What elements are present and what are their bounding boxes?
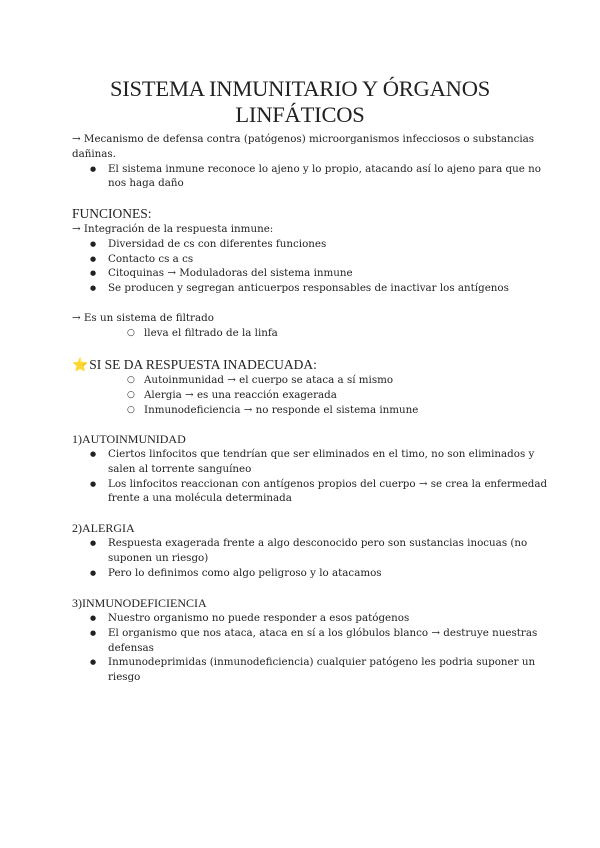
list-item: ○ lleva el filtrado de la linfa [144, 326, 552, 341]
filtrado-section [72, 311, 552, 341]
list-item: ○ Autoinmunidad → el cuerpo se ataca a sí mismo [144, 373, 552, 388]
list-item: ● Nuestro organismo no puede responder a esos patógenos [108, 611, 552, 626]
alergia-section [72, 521, 552, 580]
list-item: ● El organismo que nos ataca, ataca en sí a los glóbulos blanco → destruye nuestras defensas [108, 626, 552, 656]
funciones-line-2: → Es un sistema de filtrado [72, 312, 214, 324]
intro-section [72, 132, 552, 191]
respuesta-section [72, 356, 552, 417]
list-item: ○ Alergia → es una reacción exagerada [144, 388, 552, 403]
section-heading: 1)AUTOINMUNIDAD [72, 432, 186, 446]
section-heading [72, 356, 552, 373]
funciones-line-1: → Integración de la respuesta inmune: [72, 223, 274, 235]
inmunodeficiencia-section [72, 596, 552, 685]
intro-bullet-list [72, 162, 552, 192]
list-item: ● Diversidad de cs con diferentes funciones [108, 237, 552, 252]
alergia-bullet-list [72, 536, 552, 580]
autoinmunidad-bullet-list [72, 447, 552, 506]
star-icon: ⭐ [72, 357, 89, 372]
list-item: ● Los linfocitos reaccionan con antígenos propios del cuerpo → se crea la enfermedad frente a una molécula determinada [108, 477, 552, 507]
list-item: ● Se producen y segregan anticuerpos responsables de inactivar los antígenos [108, 281, 552, 296]
intro-line: → Mecanismo de defensa contra (patógenos) microorganismos infecciosos o substancias dañinas. [72, 133, 535, 160]
list-item: ● Inmunodeprimidas (inmunodeficiencia) cualquier patógeno les podria suponer un riesgo [108, 655, 552, 685]
funciones-bullet-list [72, 237, 552, 296]
list-item: ● Pero lo definimos como algo peligroso y lo atacamos [108, 566, 552, 581]
respuesta-heading-text: SI SE DA RESPUESTA INADECUADA: [89, 357, 317, 372]
section-heading: FUNCIONES: [72, 206, 152, 221]
inmunodeficiencia-bullet-list [72, 611, 552, 685]
page-title: SISTEMA INMUNITARIO Y ÓRGANOS LINFÁTICOS [109, 76, 491, 127]
section-heading: 2)ALERGIA [72, 521, 135, 535]
list-item: ● Ciertos linfocitos que tendrían que ser eliminados en el timo, no son eliminados y salen al torrente sanguíneo [108, 447, 552, 477]
filtrado-sub-list [72, 326, 552, 341]
list-item: ● Contacto cs a cs [108, 252, 552, 267]
list-item: ● Citoquinas → Moduladoras del sistema inmune [108, 266, 552, 281]
list-item: ● El sistema inmune reconoce lo ajeno y lo propio, atacando así lo ajeno para que no nos haga daño [108, 162, 552, 192]
section-heading: 3)INMUNODEFICIENCIA [72, 596, 207, 610]
funciones-section [72, 205, 552, 296]
respuesta-sub-list [72, 373, 552, 417]
list-item: ○ Inmunodeficiencia → no responde el sistema inmune [144, 403, 552, 418]
autoinmunidad-section [72, 432, 552, 506]
list-item: ● Respuesta exagerada frente a algo desconocido pero son sustancias inocuas (no suponen un riesgo) [108, 536, 552, 566]
